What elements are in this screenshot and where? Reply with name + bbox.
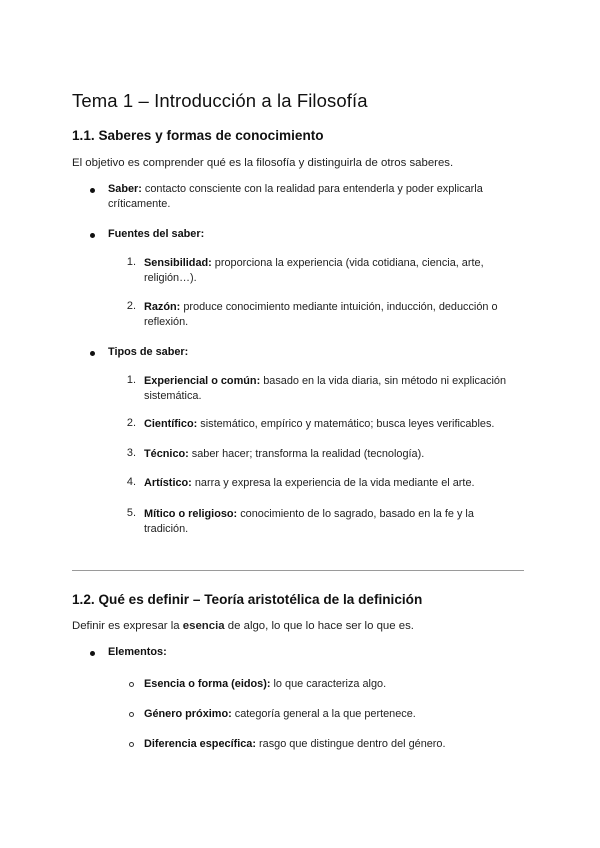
term-label: Elementos: [108,646,167,658]
hollow-bullet-icon [129,712,134,717]
term-label: Experiencial o común: [144,375,261,387]
list-item-genero [144,707,416,722]
intro-text: Definir es expresar la [72,620,183,632]
list-item-razon [144,300,509,330]
horizontal-divider [72,570,524,571]
list-item-mitico [144,507,494,537]
term-text: lo que caracteriza algo. [270,678,387,690]
term-label: Género próximo: [144,708,232,720]
intro-text: de algo, lo que lo hace ser lo que es. [224,620,414,632]
term-label: Diferencia específica: [144,738,256,750]
hollow-bullet-icon [129,682,134,687]
list-number: 3. [126,447,136,459]
section-heading-1-1: 1.1. Saberes y formas de conocimiento [72,128,324,143]
term-text: rasgo que distingue dentro del género. [256,738,446,750]
term-label: Tipos de saber: [108,346,189,358]
term-text: saber hacer; transforma la realidad (tecnología). [188,448,425,460]
term-label: Sensibilidad: [144,257,212,269]
list-item-elementos [108,645,167,660]
bullet-icon [90,188,95,193]
term-label: Técnico: [144,448,189,460]
section-heading-1-2: 1.2. Qué es definir – Teoría aristotélica de la definición [72,592,423,607]
term-text: produce conocimiento mediante intuición, inducción, deducción o reflexión. [144,301,498,328]
list-item-tecnico [144,447,524,462]
term-text: proporciona la experiencia (vida cotidiana, ciencia, arte, religión…). [144,257,484,284]
list-number: 2. [126,300,136,312]
term-text: sistemático, empírico y matemático; busca leyes verificables. [197,418,495,430]
list-number: 4. [126,476,136,488]
section-1-2-intro [72,620,414,632]
list-item-esencia [144,677,386,692]
list-item-fuentes [108,227,204,242]
intro-emphasis: esencia [182,620,225,632]
list-item-cientifico [144,417,524,432]
list-item-experiencial [144,374,519,404]
term-label: Esencia o forma (eidos): [144,678,271,690]
list-item-tipos [108,345,188,360]
term-label: Saber: [108,183,142,195]
term-text: conocimiento de lo sagrado, basado en la fe y la tradición. [144,508,474,535]
hollow-bullet-icon [129,742,134,747]
bullet-icon [90,351,95,356]
list-number: 1. [126,256,136,268]
term-label: Razón: [144,301,181,313]
bullet-icon [90,651,95,656]
list-item-artistico [144,476,524,491]
list-number: 1. [126,374,136,386]
list-item-saber [108,182,508,212]
document-title: Tema 1 – Introducción a la Filosofía [72,90,368,111]
term-text: categoría general a la que pertenece. [231,708,416,720]
term-text: narra y expresa la experiencia de la vida mediante el arte. [191,477,475,489]
list-item-sensibilidad [144,256,494,286]
term-label: Fuentes del saber: [108,228,205,240]
term-label: Mítico o religioso: [144,508,238,520]
term-label: Científico: [144,418,198,430]
section-1-1-intro: El objetivo es comprender qué es la filosofía y distinguirla de otros saberes. [72,157,454,169]
bullet-icon [90,233,95,238]
list-number: 5. [126,507,136,519]
list-number: 2. [126,417,136,429]
term-label: Artístico: [144,477,192,489]
term-text: contacto consciente con la realidad para entenderla y poder explicarla críticamente. [108,183,483,210]
term-text: basado en la vida diaria, sin método ni explicación sistemática. [144,375,506,402]
list-item-diferencia [144,737,446,752]
